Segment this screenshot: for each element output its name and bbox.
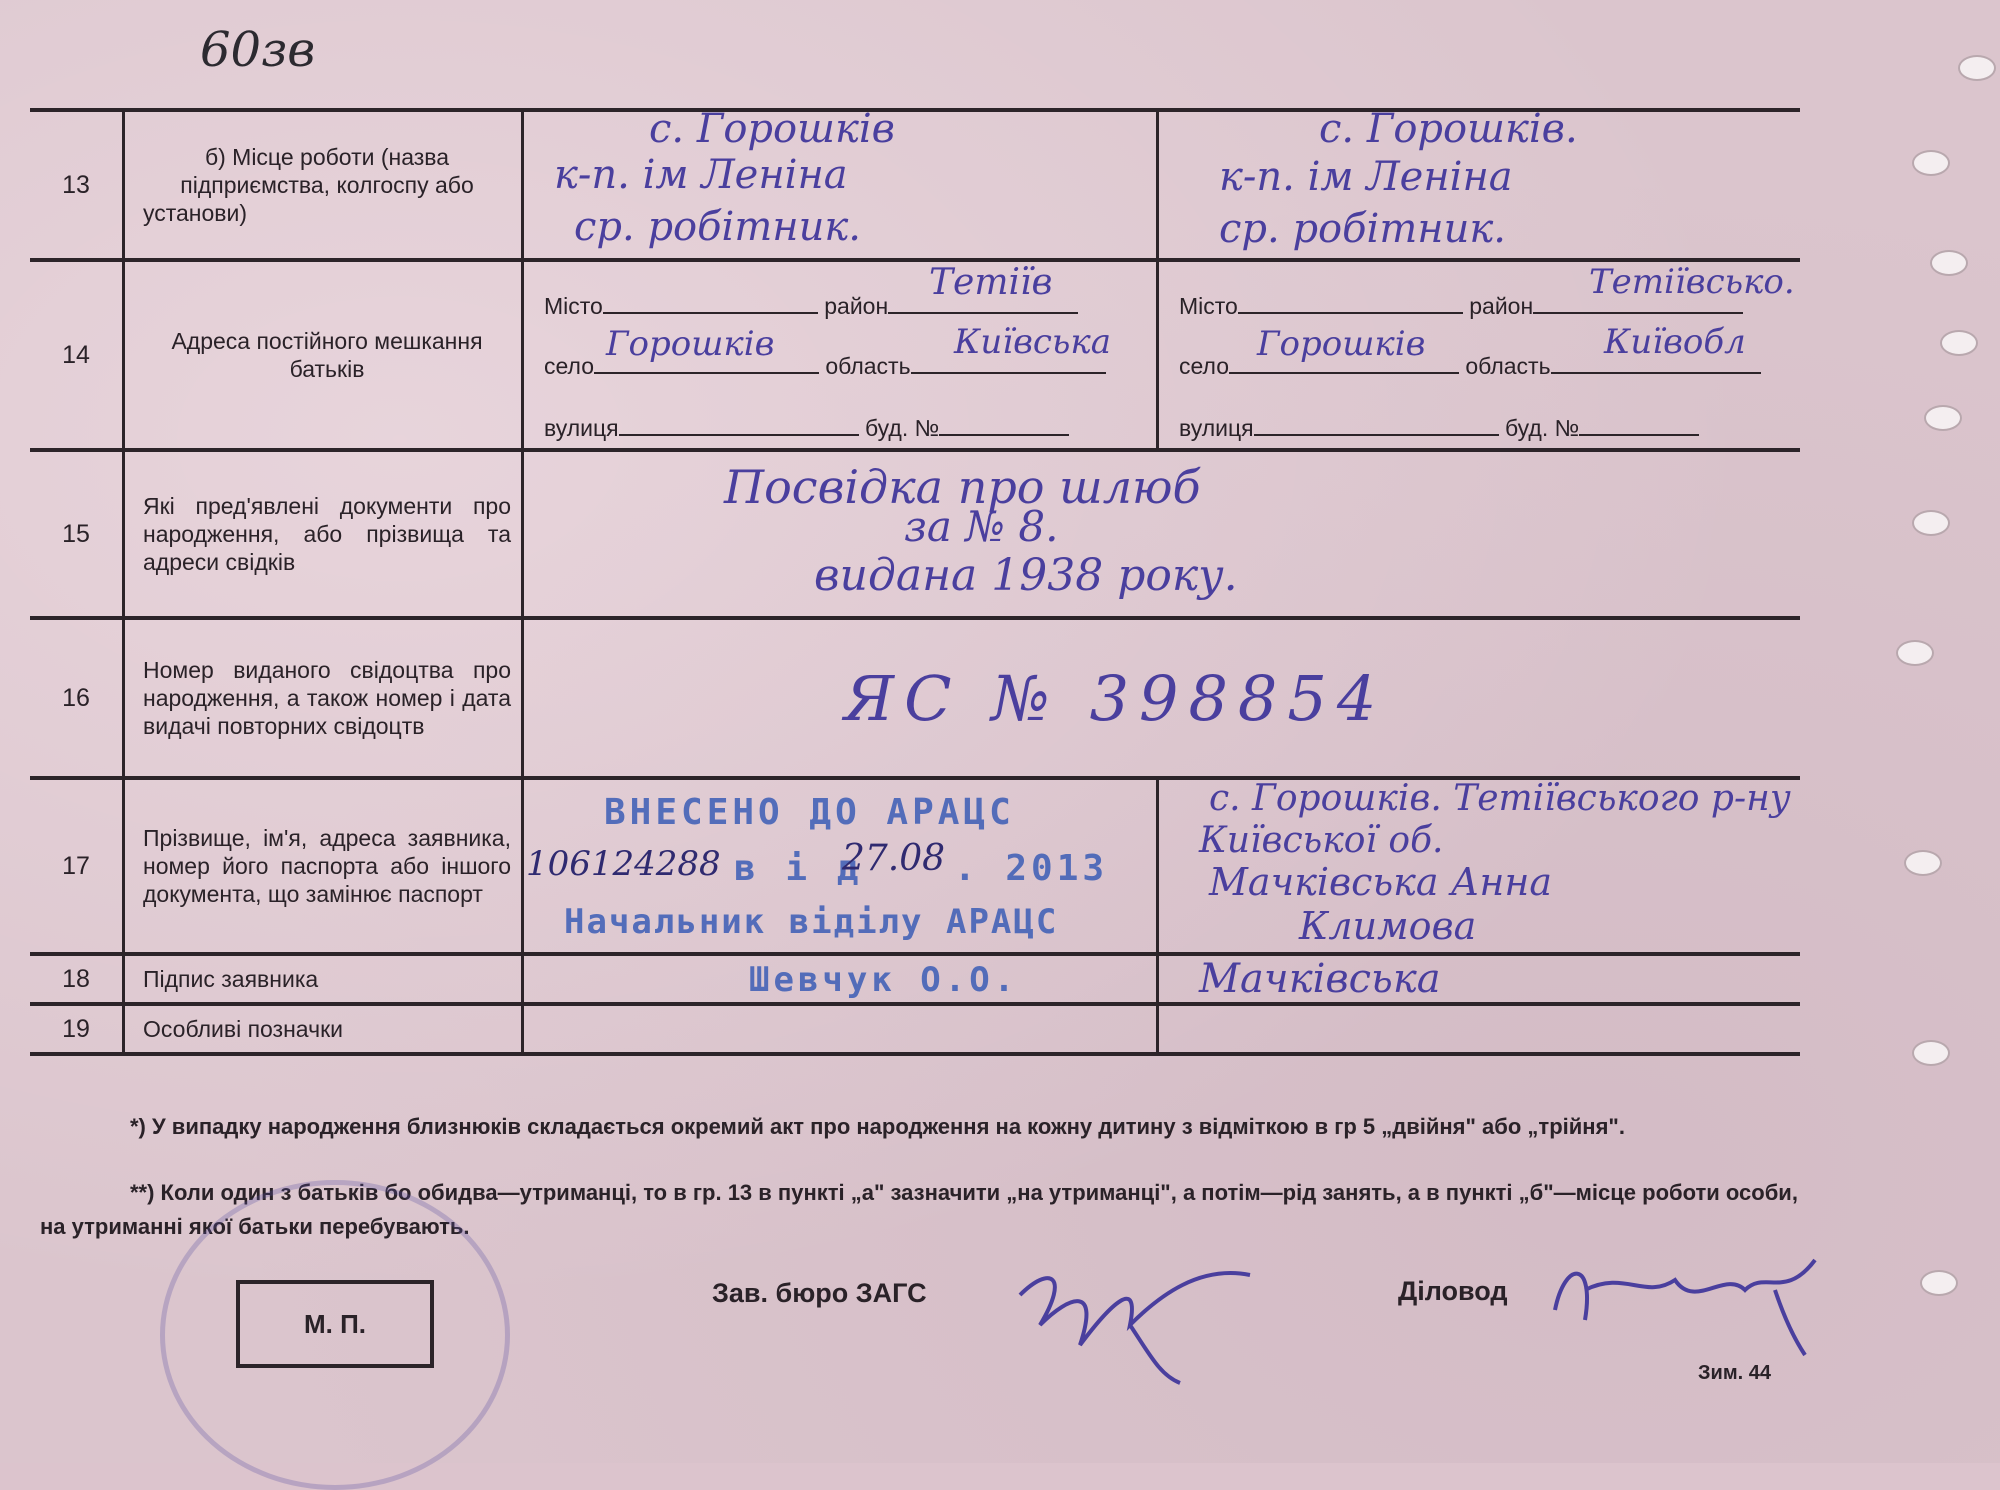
row-number: 19 xyxy=(30,1004,124,1054)
house-blank xyxy=(939,412,1069,436)
city-label: Місто xyxy=(1179,293,1238,319)
handwritten-line: Київської об. xyxy=(1199,820,1444,861)
table-row xyxy=(30,260,1800,450)
row-label xyxy=(124,778,523,954)
house-blank xyxy=(1579,412,1699,436)
applicant-signature-cell xyxy=(1158,954,1801,1004)
city-blank xyxy=(1238,290,1463,314)
row-label: Підпис заявника xyxy=(124,954,523,1004)
row-label-text: Номер виданого свідоцтва про народження, а також номер і дата видачі повторних свідоцтв xyxy=(143,657,511,739)
stamp-name: Шевчук О.О. xyxy=(749,960,1019,1000)
hole xyxy=(1930,250,1968,276)
applicant-stamp-cell xyxy=(523,778,1158,954)
region-value: Київобл xyxy=(1604,322,1746,362)
father-cell xyxy=(523,106,1158,260)
hole xyxy=(1912,1040,1950,1066)
row-number: 15 xyxy=(30,450,124,618)
row-label-text: Які пред'явлені документи про народження, або прізвища та адреси свідків xyxy=(143,493,511,575)
stamp-line: Начальник віділу АРАЦС xyxy=(564,902,1059,942)
footnote: *) У випадку народження близнюків складається окремий акт про народження на кожну дитину з відміткою в гр 5 „двійня" або „трійня". xyxy=(130,1114,1625,1139)
row-number: 18 xyxy=(30,954,124,1004)
street-line xyxy=(1179,412,1699,442)
hole xyxy=(1896,640,1934,666)
hole xyxy=(1958,55,1996,81)
handwritten-line: к-п. ім Леніна xyxy=(1219,154,1513,200)
row-number: 17 xyxy=(30,778,124,954)
hole xyxy=(1912,510,1950,536)
row-label xyxy=(124,110,523,260)
applicant-signature: Мачківська xyxy=(1199,956,1441,1002)
district-label: район xyxy=(1469,293,1534,319)
city-blank xyxy=(603,290,818,314)
region-label: область xyxy=(825,353,911,379)
stamp-line: . 2013 xyxy=(954,848,1109,889)
table-row xyxy=(30,618,1800,778)
region-label: область xyxy=(1465,353,1551,379)
hole xyxy=(1924,405,1962,431)
handwritten-line: Мачківська Анна xyxy=(1209,860,1553,904)
row-label xyxy=(124,618,523,778)
row-label xyxy=(124,450,523,618)
table-row xyxy=(30,1004,1800,1054)
row-number: 14 xyxy=(30,260,124,450)
row-label-text: б) Місце роботи (назва підприємства, колгоспу або установи) xyxy=(143,144,474,226)
hole xyxy=(1920,1270,1958,1296)
registration-form-table xyxy=(30,108,1800,1056)
region-value: Київська xyxy=(954,322,1112,362)
handwritten-line: Климова xyxy=(1299,904,1477,948)
applicant-cell xyxy=(1158,778,1801,954)
certificate-number: ЯС № 398854 xyxy=(844,662,1387,735)
handwritten-line: ср. робітник. xyxy=(574,204,861,250)
row-label xyxy=(124,260,523,450)
house-label: буд. № xyxy=(865,415,940,441)
city-label: Місто xyxy=(544,293,603,319)
hole xyxy=(1904,850,1942,876)
village-label: село xyxy=(544,353,594,379)
village-value: Горошків xyxy=(1257,324,1426,364)
street-label: вулиця xyxy=(1179,415,1254,441)
street-label: вулиця xyxy=(544,415,619,441)
seal-place-box: М. П. xyxy=(236,1280,434,1368)
clerk-signature xyxy=(1535,1240,1835,1360)
certificate-number-cell xyxy=(523,618,1801,778)
page-mark: 60зв xyxy=(200,22,316,78)
father-address-cell xyxy=(523,260,1158,450)
handwritten-line: Посвідка про шлюб xyxy=(724,460,1201,514)
table-row xyxy=(30,778,1800,954)
table-row xyxy=(30,450,1800,618)
hole xyxy=(1912,150,1950,176)
village-label: село xyxy=(1179,353,1229,379)
handwritten-line: ср. робітник. xyxy=(1219,206,1506,252)
handwritten-line: за № 8. xyxy=(904,502,1059,551)
handwritten-line: с. Горошків. Тетіївського р-ну xyxy=(1209,778,1791,819)
mother-address-cell xyxy=(1158,260,1801,450)
table-row xyxy=(30,110,1800,260)
head-signature xyxy=(1010,1235,1270,1385)
record-number: 106124288 xyxy=(526,844,721,884)
hole xyxy=(1940,330,1978,356)
stamp-date: 27.08 xyxy=(842,838,946,879)
district-value: Тетіїв xyxy=(929,262,1053,303)
documents-cell xyxy=(523,450,1801,618)
handwritten-line: с. Горошків xyxy=(649,106,895,152)
district-label: район xyxy=(824,293,889,319)
table-row xyxy=(30,954,1800,1004)
signature-stamp-cell xyxy=(523,954,1158,1004)
street-line xyxy=(544,412,1069,442)
footnote: **) Коли один з батьків бо обидва—утриманці, то в гр. 13 в пункті „а" зазначити „на утриманці", а потім—рід занять, а в пункті „б"—місце роботи особи, на утриманні якої батьки перебувають. xyxy=(40,1180,1798,1239)
street-blank xyxy=(1254,412,1499,436)
handwritten-line: видана 1938 року. xyxy=(814,550,1238,601)
clerk-signature-label: Діловод xyxy=(1398,1276,1508,1306)
form-code: Зим. 44 xyxy=(1698,1362,1771,1384)
row-label-text: Прізвище, ім'я, адреса заявника, номер його паспорта або іншого документа, що замінює паспорт xyxy=(143,825,511,907)
district-value: Тетіївсько. xyxy=(1589,262,1795,302)
row-number: 13 xyxy=(30,110,124,260)
notes-cell-mother xyxy=(1158,1004,1801,1054)
row-label: Особливі позначки xyxy=(124,1004,523,1054)
mother-cell xyxy=(1158,106,1801,260)
row-label-text: Адреса постійного мешкання батьків xyxy=(171,328,483,382)
notes-cell xyxy=(523,1004,1158,1054)
street-blank xyxy=(619,412,859,436)
village-value: Горошків xyxy=(606,324,775,364)
house-label: буд. № xyxy=(1505,415,1580,441)
handwritten-line: к-п. ім Леніна xyxy=(554,152,848,198)
stamp-line: в і д xyxy=(734,848,863,889)
stamp-line: ВНЕСЕНО ДО АРАЦС xyxy=(604,792,1015,833)
handwritten-line: с. Горошків. xyxy=(1319,106,1578,152)
row-number: 16 xyxy=(30,618,124,778)
head-signature-label: Зав. бюро ЗАГС xyxy=(712,1278,927,1308)
